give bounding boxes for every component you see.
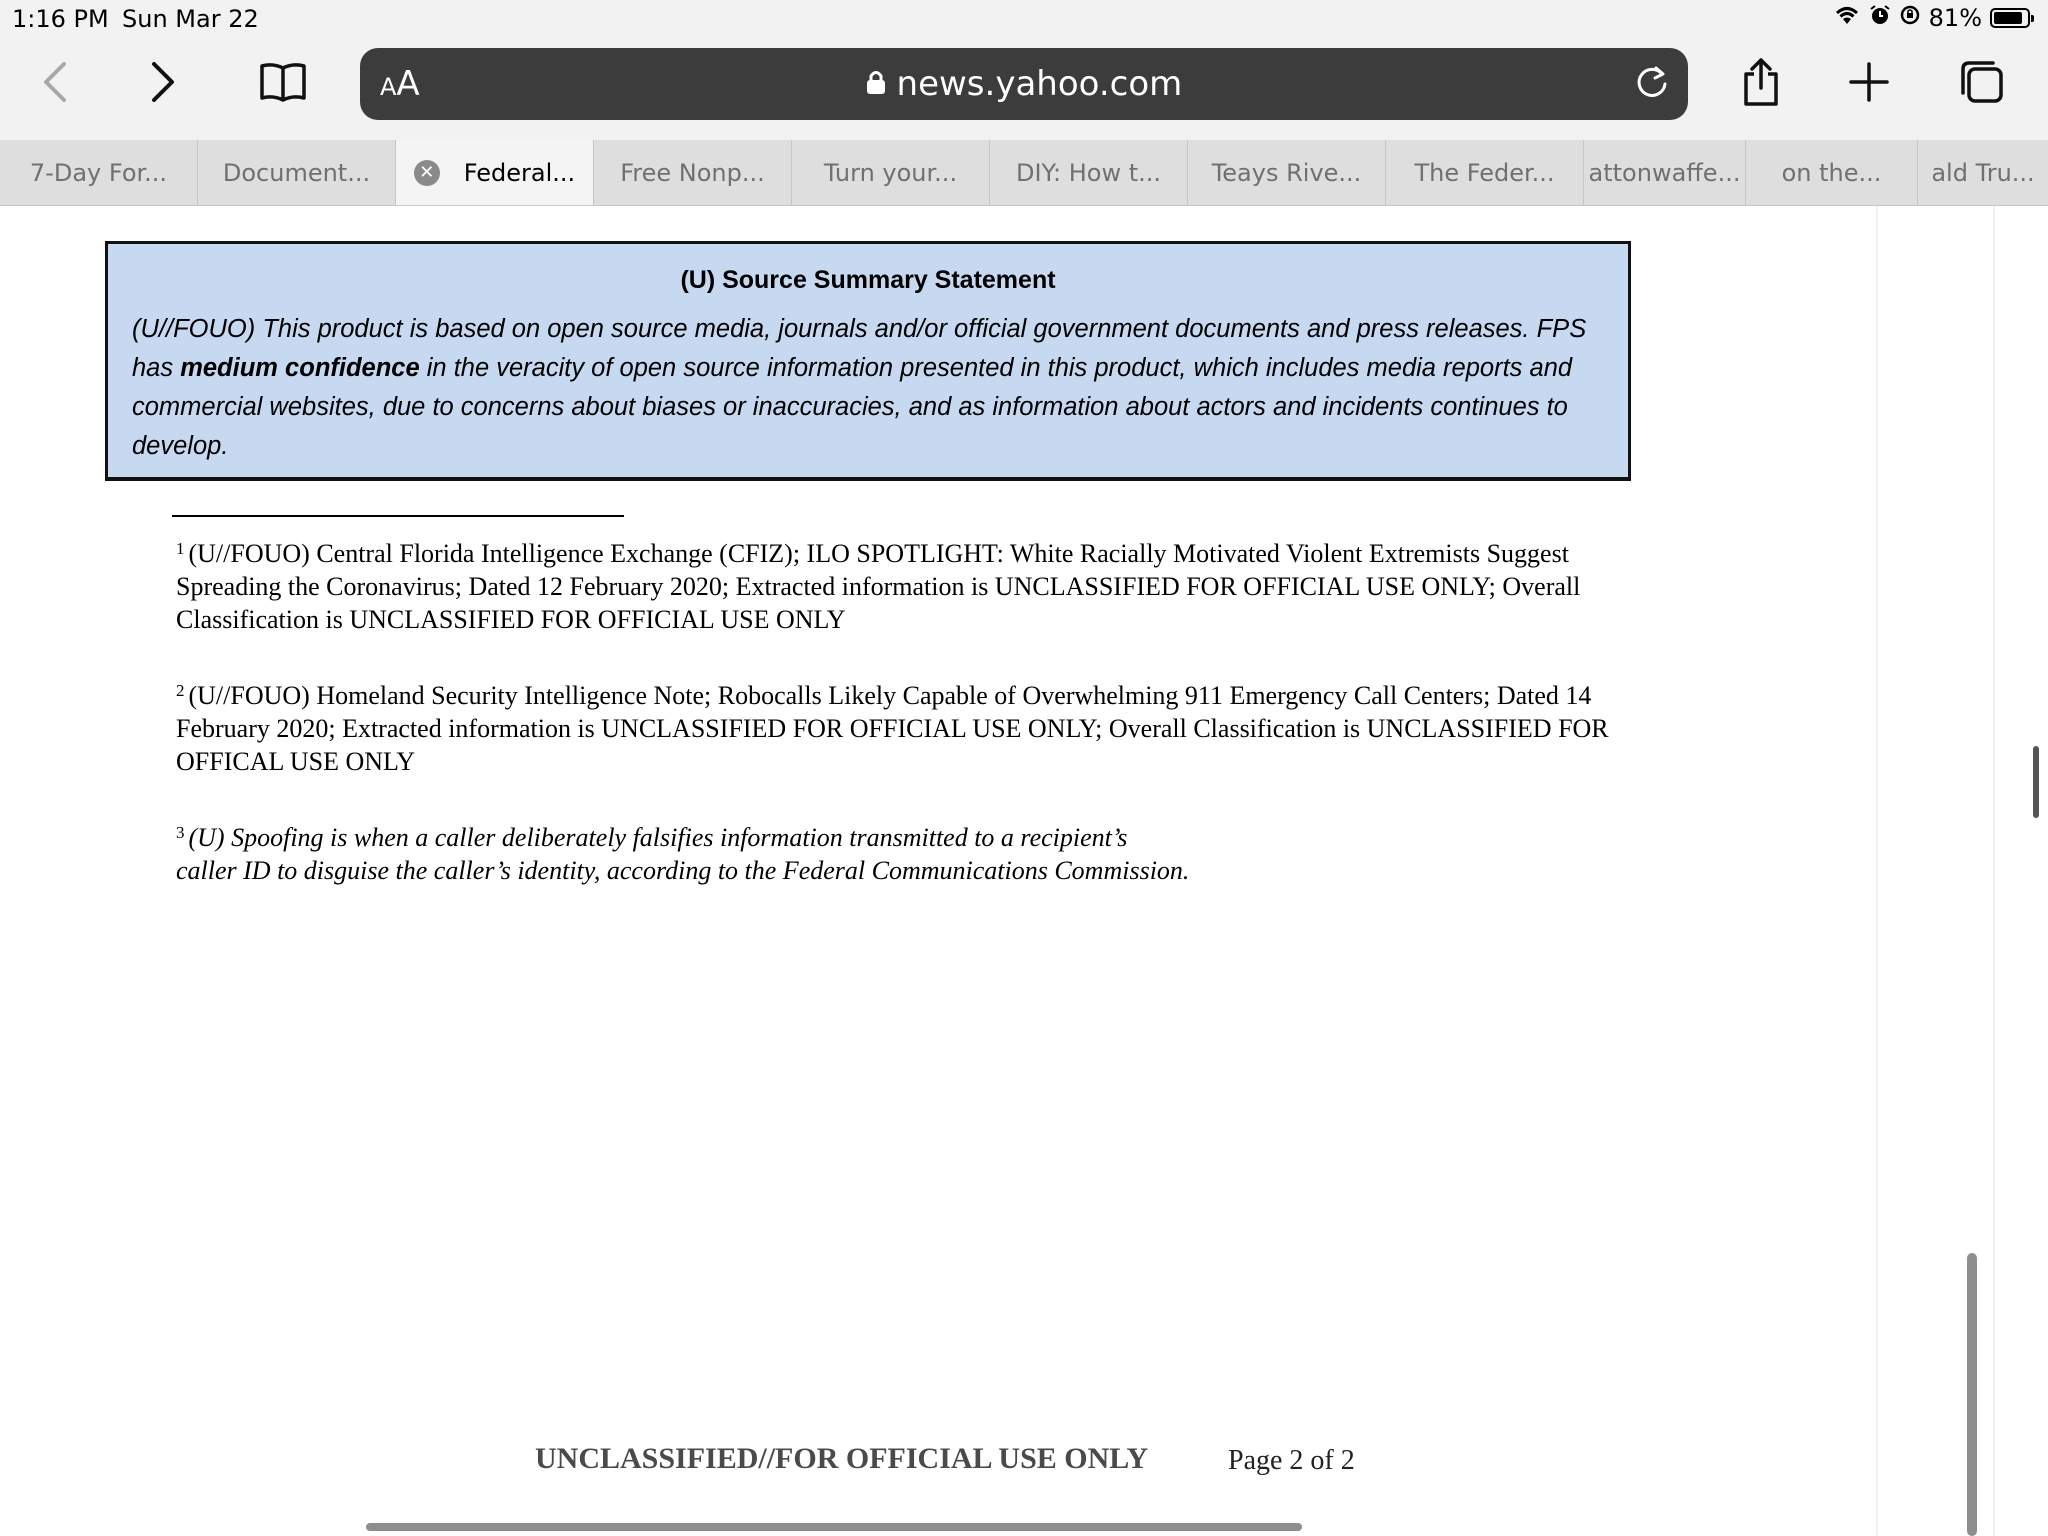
tabs-icon [1957, 59, 2005, 110]
page-footer [0, 1442, 2048, 1482]
aa-large-letter: A [396, 64, 420, 104]
close-tab-button[interactable] [414, 160, 440, 186]
tab-label: ald Tru... [1931, 158, 2035, 187]
tab-label: The Feder... [1414, 158, 1555, 187]
tab-label: Federal... [463, 158, 576, 187]
summary-body [132, 310, 1604, 466]
tab-on-the[interactable] [1746, 140, 1918, 205]
url-display[interactable] [360, 64, 1688, 104]
bookmarks-button[interactable] [248, 40, 318, 128]
page-edge-divider [1993, 206, 1995, 1536]
tab-label: attonwaffe... [1588, 158, 1741, 187]
new-tab-button[interactable] [1834, 40, 1904, 128]
share-button[interactable] [1726, 40, 1796, 128]
footnote-separator [172, 515, 624, 517]
tab-attonwaffe[interactable] [1584, 140, 1746, 205]
url-text: news.yahoo.com [896, 64, 1183, 104]
tab-label: Free Nonp... [620, 158, 765, 187]
footnote-text-line2: caller ID to disguise the caller’s identity, according to the Federal Communications Commission. [176, 856, 1190, 885]
vertical-scrollbar[interactable] [1967, 1253, 1977, 1536]
alarm-icon [1869, 4, 1891, 32]
reload-button[interactable] [1634, 64, 1670, 105]
tab-trump[interactable] [1918, 140, 2048, 205]
footnote-text-line1: (U) Spoofing is when a caller deliberately falsifies information transmitted to a recipient’s [188, 823, 1128, 852]
tab-label: Document... [222, 158, 371, 187]
tab-document[interactable] [198, 140, 396, 205]
book-icon [258, 60, 308, 109]
summary-text-part2: in the veracity of open source information presented in this product, which includes media reports and commercial websites, due to concerns about biases or inaccuracies, and as information about actors and incidents continues to develop. [132, 354, 1573, 460]
page-edge-divider [1876, 206, 1878, 1536]
tab-label: Teays Rive... [1211, 158, 1362, 187]
chevron-right-icon [148, 60, 178, 109]
tab-label: 7-Day For... [29, 158, 168, 187]
forward-button[interactable] [128, 40, 198, 128]
browser-toolbar [0, 40, 2048, 140]
tab-federal-active[interactable] [396, 140, 594, 205]
tab-7-day-forecast[interactable] [0, 140, 198, 205]
footnote-2 [176, 679, 1636, 778]
footnote-1 [176, 537, 1636, 636]
battery-icon [1990, 8, 2030, 28]
tab-label: DIY: How t... [1015, 158, 1162, 187]
scroll-handle[interactable] [2033, 746, 2039, 818]
status-date: Sun Mar 22 [122, 5, 259, 33]
battery-percent: 81% [1928, 4, 1982, 32]
rotation-lock-icon [1899, 4, 1921, 32]
summary-title: (U) Source Summary Statement [680, 266, 1056, 294]
close-icon: ✕ [419, 161, 435, 183]
footnote-number: 2 [176, 681, 185, 700]
reload-icon [1634, 87, 1670, 104]
source-summary-box [105, 241, 1631, 481]
footnote-number: 1 [176, 539, 185, 558]
page-number: Page 2 of 2 [1228, 1445, 1355, 1476]
tab-label: on the... [1781, 158, 1882, 187]
footnote-3 [176, 821, 1636, 887]
tab-the-federal[interactable] [1386, 140, 1584, 205]
summary-bold-phrase: medium confidence [180, 354, 420, 382]
aa-small-letter: A [380, 73, 397, 101]
tab-diy-how-to[interactable] [990, 140, 1188, 205]
status-bar [0, 0, 2048, 40]
chevron-left-icon [40, 60, 70, 109]
lock-icon [866, 64, 897, 104]
back-button[interactable] [20, 40, 90, 128]
tab-teays-river[interactable] [1188, 140, 1386, 205]
tab-label: Turn your... [823, 158, 958, 187]
address-bar[interactable] [360, 48, 1688, 120]
tab-overview-button[interactable] [1946, 40, 2016, 128]
plus-icon [1849, 62, 1889, 107]
wifi-icon [1833, 4, 1861, 32]
tab-free-nonprofit[interactable] [594, 140, 792, 205]
tab-strip [0, 140, 2048, 206]
footnote-text: (U//FOUO) Homeland Security Intelligence Note; Robocalls Likely Capable of Overwhelming 911 Emergency Call Centers; Dated 14 February 2020; Extracted information is UNCLASSIFIED FOR OFFICIAL USE ONLY; Overall Classification is UNCLASSIFIED FOR OFFICAL USE ONLY [176, 681, 1609, 776]
tab-turn-your[interactable] [792, 140, 990, 205]
classification-marking: UNCLASSIFIED//FOR OFFICIAL USE ONLY [535, 1442, 1149, 1475]
pdf-page[interactable] [0, 206, 2048, 1536]
footnote-number: 3 [176, 823, 185, 842]
summary-text-part1: (U//FOUO) This product is based on open source media, journals and/or official government documents and press releases. FPS has [132, 315, 1587, 382]
status-time: 1:16 PM [12, 5, 109, 33]
status-right [1833, 4, 2030, 32]
share-icon [1740, 58, 1782, 111]
footnote-text: (U//FOUO) Central Florida Intelligence Exchange (CFIZ); ILO SPOTLIGHT: White Racially Motivated Violent Extremists Suggest Spreading the Coronavirus; Dated 12 February 2020; Extracted information is UNCLASSIFIED FOR OFFICIAL USE ONLY; Overall Classification is UNCLASSIFIED FOR OFFICIAL USE ONLY [176, 539, 1581, 634]
horizontal-scrollbar[interactable] [366, 1523, 1302, 1531]
